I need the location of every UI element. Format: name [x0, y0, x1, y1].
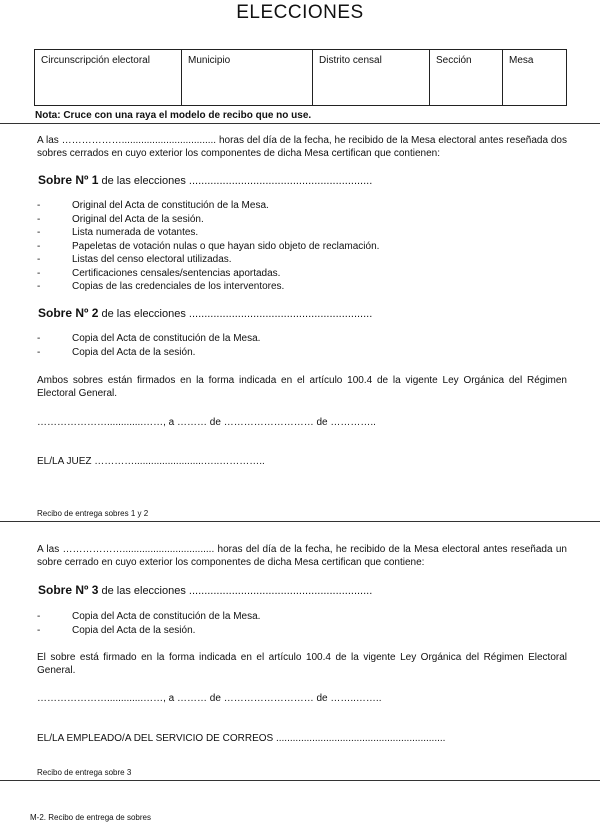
list-item: - Certificaciones censales/sentencias aportadas.: [37, 267, 281, 279]
header-cell-mesa: Mesa: [503, 50, 567, 106]
list-item: - Copia del Acta de la sesión.: [37, 624, 196, 636]
header-cell-distrito: Distrito censal: [313, 50, 430, 106]
sobre3-list: [37, 610, 260, 637]
list-item: - Papeletas de votación nulas o que hayan sido objeto de reclamación.: [37, 240, 380, 252]
note: Nota: Cruce con una raya el modelo de recibo que no use.: [35, 110, 312, 121]
sobre1-label: Sobre Nº 1: [38, 173, 99, 187]
sobre1-text: de las elecciones ............................................................: [101, 175, 373, 187]
receipt2-caption: Recibo de entrega sobre 3: [37, 768, 132, 777]
receipt1-date-line: ………………….............……, a ……… de ……………………… de …………..: [37, 417, 376, 428]
list-item: - Copia del Acta de constitución de la Mesa.: [37, 611, 261, 622]
receipt2-signer: EL/LA EMPLEADO/A DEL SERVICIO DE CORREOS .............................................................: [37, 733, 446, 744]
sobre2-heading: [38, 306, 372, 320]
list-item: - Copia del Acta de la sesión.: [37, 346, 196, 358]
receipt1-signer: EL/LA JUEZ ………….........................…..…………..: [37, 456, 265, 467]
document-title: ELECCIONES: [236, 2, 364, 23]
header-table: [34, 49, 567, 106]
sobre3-heading: [38, 583, 372, 597]
receipt2-signed: El sobre está firmado en la forma indicada en el artículo 100.4 de la vigente Ley Orgánica del Régimen Electoral General.: [37, 652, 567, 676]
sobre2-text: de las elecciones ............................................................: [101, 308, 373, 320]
receipt2-intro: A las ………………................................. horas del día de la fecha, he recibido de la Mesa electoral antes reseñada un sobre cerrado en cuyo exterior los componentes de dicha Mesa certifican que contiene:: [37, 544, 567, 568]
sobre2-list: [37, 332, 260, 359]
sobre2-label: Sobre Nº 2: [38, 306, 99, 320]
receipt1-caption: Recibo de entrega sobres 1 y 2: [37, 509, 149, 518]
receipt1-intro: A las ……………….................................. horas del día de la fecha, he recibido de la Mesa electoral antes reseñada dos sobres cerrados en cuyo exterior los componentes de dicha Mesa certifican que contienen:: [37, 135, 567, 159]
divider: [0, 521, 600, 522]
list-item: - Lista numerada de votantes.: [37, 227, 199, 238]
receipt1-signed: Ambos sobres están firmados en la forma indicada en el artículo 100.4 de la vigente Ley Orgánica del Régimen Electoral General.: [37, 375, 567, 399]
divider: [0, 123, 600, 124]
list-item: - Original del Acta de la sesión.: [37, 213, 204, 225]
divider: [0, 780, 600, 781]
receipt2-date-line: ………………….............……, a ……… de ……………………… de ……..……..: [37, 693, 382, 704]
list-item: - Original del Acta de constitución de la Mesa.: [37, 200, 269, 211]
list-item: - Listas del censo electoral utilizadas.: [37, 254, 232, 265]
sobre1-list: [37, 199, 379, 294]
header-cell-seccion: Sección: [430, 50, 503, 106]
header-cell-circunscripcion: Circunscripción electoral: [35, 50, 182, 106]
sobre3-label: Sobre Nº 3: [38, 583, 99, 597]
sobre1-heading: [38, 173, 372, 187]
footer: M-2. Recibo de entrega de sobres: [30, 813, 151, 822]
header-cell-municipio: Municipio: [182, 50, 313, 106]
list-item: - Copia del Acta de constitución de la Mesa.: [37, 333, 261, 344]
list-item: - Copias de las credenciales de los interventores.: [37, 281, 285, 292]
sobre3-text: de las elecciones ............................................................: [101, 585, 373, 597]
